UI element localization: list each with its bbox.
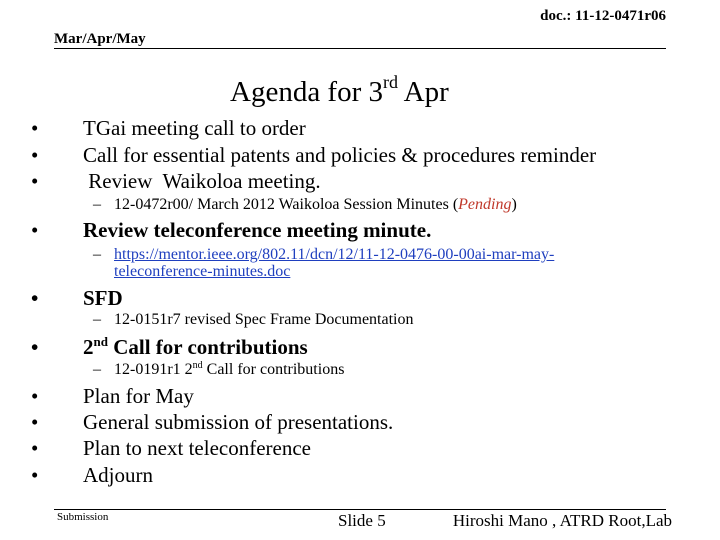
document-id: doc.: 11-12-0471r06 <box>540 8 666 24</box>
close-paren: ) <box>511 196 517 213</box>
agenda-item-text: General submission of presentations. <box>83 410 394 434</box>
agenda-subitem-text <box>114 361 344 379</box>
pending-status: Pending <box>458 196 512 213</box>
title-text-end: Apr <box>398 76 449 108</box>
agenda-subitem-text <box>114 196 517 214</box>
agenda-subitem-text: 12-0151r7 revised Spec Frame Documentation <box>114 311 414 328</box>
agenda-item-text: Review Waikoloa meeting. <box>83 169 321 193</box>
ordinal-number: 2 <box>83 335 94 359</box>
bullet: • <box>31 143 39 167</box>
bullet: • <box>31 384 39 408</box>
agenda-item-text: Adjourn <box>83 463 153 487</box>
contrib-ref: 12-0191r1 2 <box>114 361 193 378</box>
agenda-item-text: Call for essential patents and policies & procedures reminder <box>83 143 597 167</box>
call-text: Call for contributions <box>107 335 308 359</box>
dash: – <box>93 196 101 213</box>
agenda-item-text <box>83 335 308 360</box>
title-text: Agenda for 3 <box>230 76 384 108</box>
bullet: • <box>31 218 39 242</box>
date-label: Mar/Apr/May <box>54 31 146 47</box>
agenda-item-text: SFD <box>83 286 123 310</box>
bullet: • <box>31 463 39 487</box>
ordinal-suffix: nd <box>93 334 108 349</box>
dash: – <box>93 246 101 263</box>
header-divider <box>54 48 666 49</box>
minutes-ref: 12-0472r00/ March 2012 Waikoloa Session Minutes ( <box>114 196 459 213</box>
bullet: • <box>31 410 39 434</box>
footer-submission: Submission <box>57 511 109 523</box>
slide-title <box>230 72 449 109</box>
footer-author: Hiroshi Mano , ATRD Root,Lab <box>452 511 672 530</box>
footer-divider <box>54 509 666 510</box>
slide-number: Slide 5 <box>338 511 386 530</box>
agenda-item-text: Plan to next teleconference <box>83 436 311 460</box>
bullet: • <box>31 436 39 460</box>
ordinal-suffix: nd <box>192 360 203 371</box>
agenda-item-text: TGai meeting call to order <box>83 116 306 140</box>
minutes-link-line2[interactable]: teleconference-minutes.doc <box>114 263 291 280</box>
agenda-item-text: Review teleconference meeting minute. <box>83 218 432 242</box>
bullet: • <box>31 286 39 310</box>
title-superscript: rd <box>383 72 399 92</box>
call-text: Call for contributions <box>202 361 345 378</box>
agenda-item-text: Plan for May <box>83 384 194 408</box>
bullet: • <box>31 335 39 359</box>
bullet: • <box>31 116 39 140</box>
bullet: • <box>31 169 39 193</box>
dash: – <box>93 311 101 328</box>
dash: – <box>93 361 101 378</box>
minutes-link-line1[interactable]: https://mentor.ieee.org/802.11/dcn/12/11-12-0476-00-00ai-mar-may- <box>114 246 555 263</box>
